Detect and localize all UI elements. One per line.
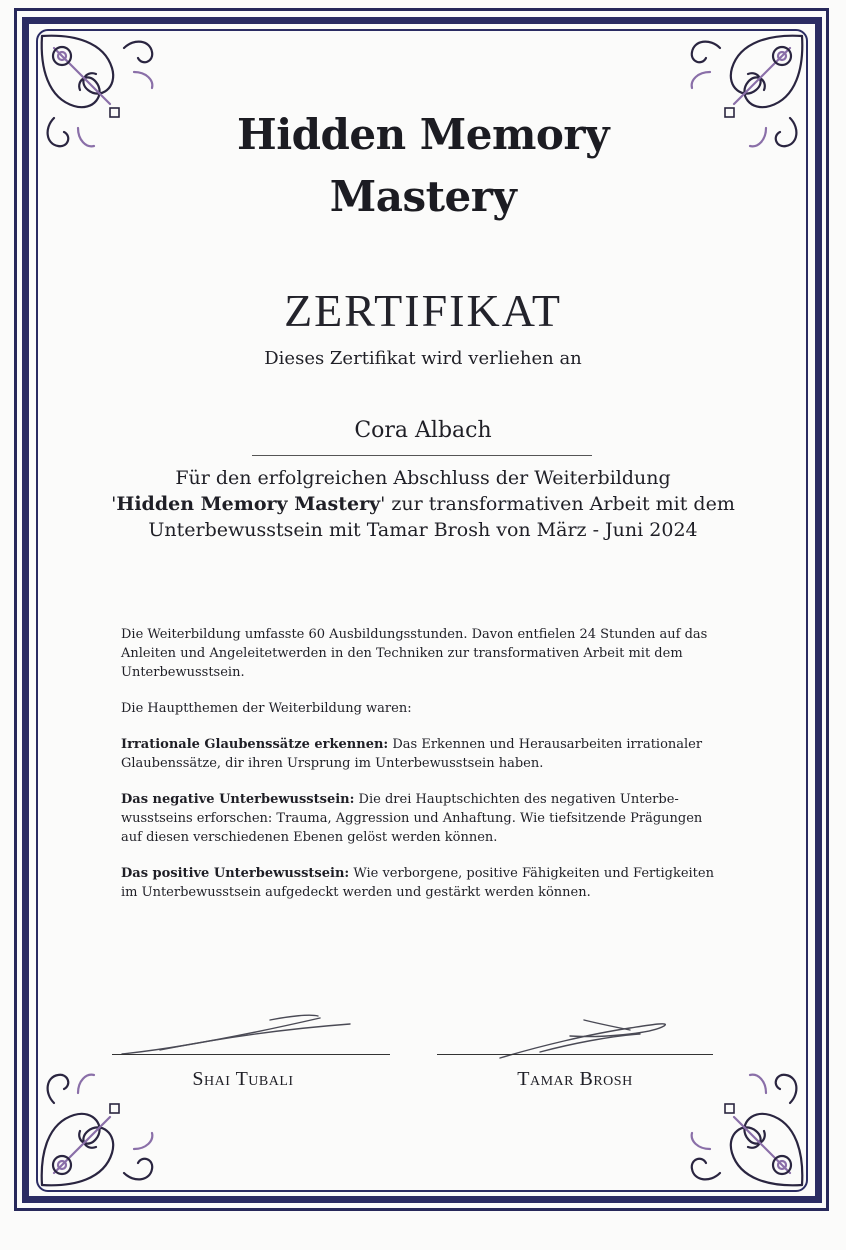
signature-shai-tubali: [120, 1010, 360, 1060]
completion-line-2-rest: ' zur transformativen Arbeit mit dem: [380, 493, 735, 515]
completion-line-1: Für den erfolgreichen Abschluss der Weiterbildung: [175, 467, 671, 489]
topics-intro: Die Hauptthemen der Weiterbildung waren:: [121, 701, 412, 716]
program-name: Hidden Memory Mastery: [116, 493, 381, 515]
topic-paragraph: [121, 790, 721, 847]
topic-name: Das negative Unterbewusstsein:: [121, 792, 355, 807]
completion-statement: [100, 465, 746, 543]
quote-open: ': [111, 493, 117, 515]
course-description: [121, 625, 721, 919]
signature-line-right: [437, 1054, 713, 1055]
awarded-to-text: Dieses Zertifikat wird verliehen an: [264, 348, 582, 369]
signature-line-left: [112, 1054, 390, 1055]
recipient-underline: [252, 455, 592, 456]
course-title-line2: Mastery: [329, 172, 517, 221]
course-title: [0, 104, 846, 228]
certificate-heading: ZERTIFIKAT: [284, 285, 562, 336]
signatory-left-name: Shai Tubali: [192, 1068, 294, 1090]
topic-text: Die drei Hauptschichten des negativen Unterbe-wusstseins erforschen: Trauma, Aggression und Anhaftung. Wie tiefsitzende Prägungen auf diesen verschiedenen Ebenen gelöst werden können.: [121, 792, 703, 845]
hours-paragraph: Die Weiterbildung umfasste 60 Ausbildungsstunden. Davon entfielen 24 Stunden auf das Anleiten und Angeleitetwerden in den Techniken zur transformativen Arbeit mit dem Unterbewusstsein.: [121, 627, 708, 680]
signatory-right-name: Tamar Brosh: [517, 1068, 633, 1090]
topic-text: Das Erkennen und Herausarbeiten irrationaler Glaubenssätze, dir ihren Ursprung im Unterbewusstsein haben.: [121, 737, 703, 771]
topic-name: Das positive Unterbewusstsein:: [121, 866, 350, 881]
topic-name: Irrationale Glaubenssätze erkennen:: [121, 737, 389, 752]
completion-line-3: Unterbewusstsein mit Tamar Brosh von März - Juni 2024: [148, 519, 698, 541]
topic-paragraph: [121, 735, 721, 773]
completion-line-2: [100, 491, 746, 517]
course-title-line1: Hidden Memory: [237, 110, 609, 159]
topic-text: Wie verborgene, positive Fähigkeiten und Fertigkeiten im Unterbewusstsein aufgedeckt werden und gestärkt werden können.: [121, 866, 714, 900]
recipient-name: Cora Albach: [354, 418, 492, 443]
topic-paragraph: [121, 864, 721, 902]
